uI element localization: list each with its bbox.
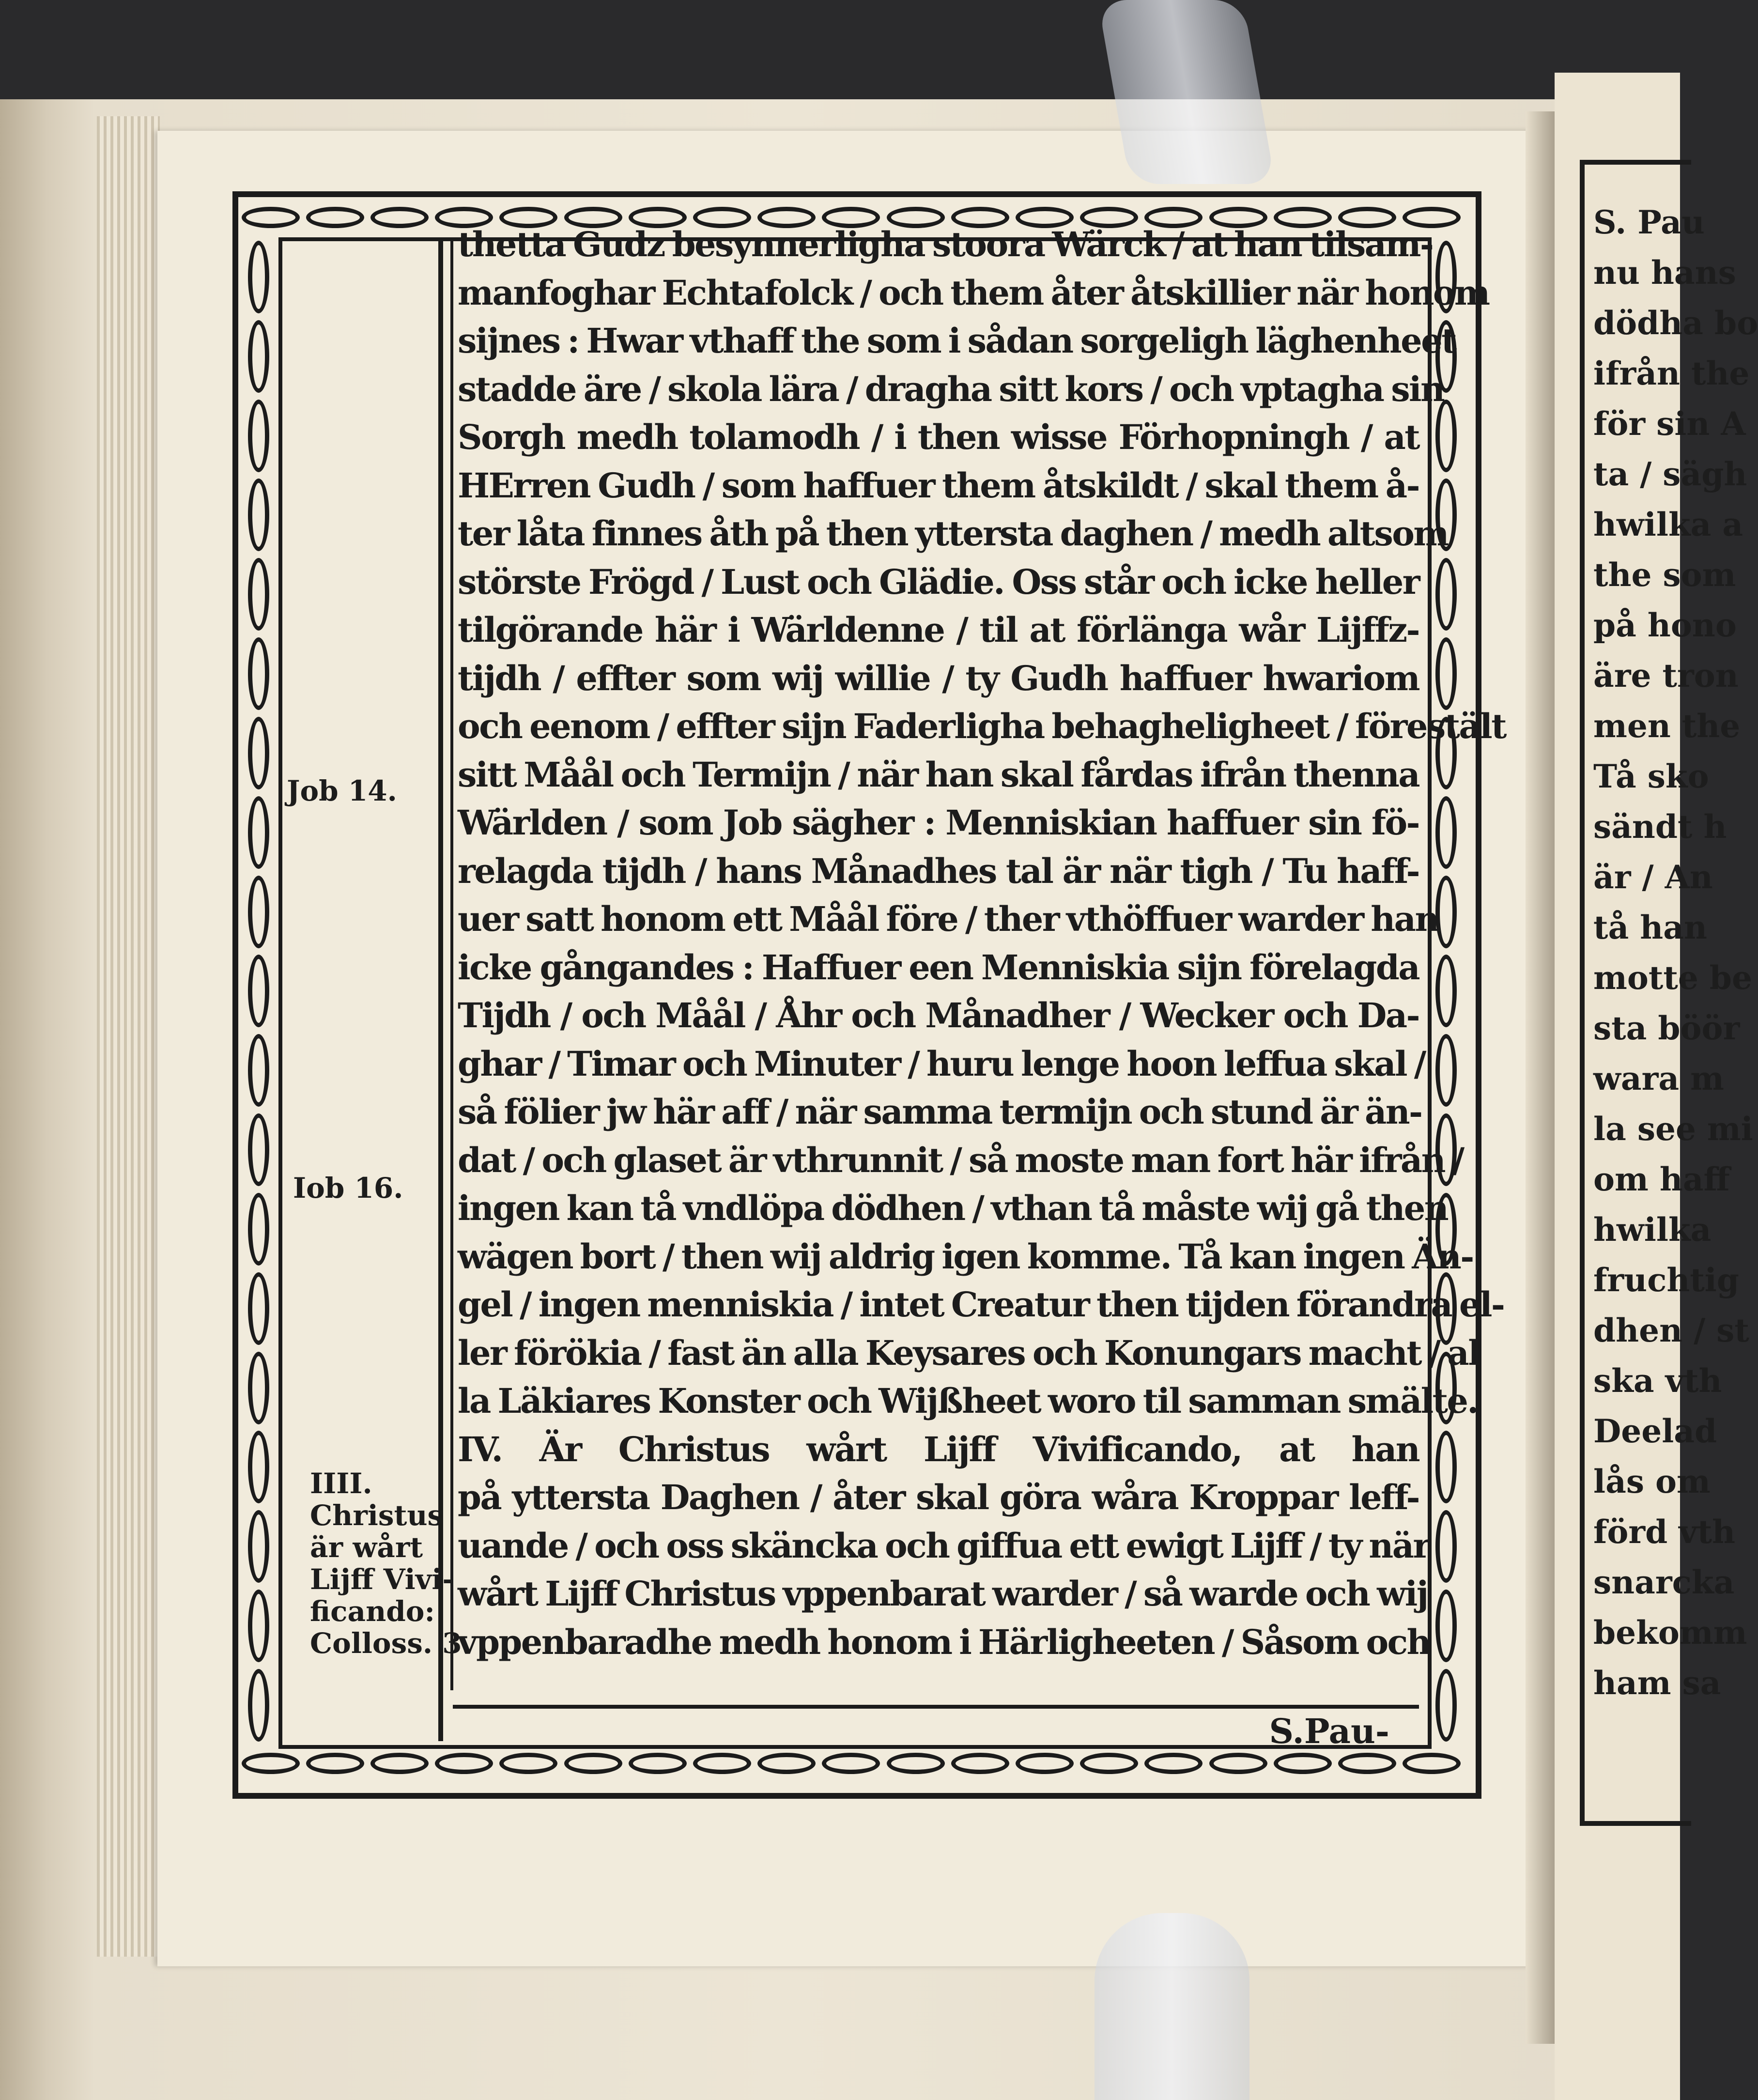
ornament-band-right (1428, 237, 1464, 1745)
ornament-loop (1435, 1669, 1457, 1742)
ornament-loop (1435, 1034, 1457, 1107)
ornament-loop (435, 1753, 493, 1774)
ornament-loop (1435, 876, 1457, 948)
text-line: ghar / Timar och Minuter / huru lenge hoon leffua skal / (458, 1043, 1425, 1084)
ornament-loop (306, 1753, 364, 1774)
text-line: ler förökia / fast än alla Keysares och Konungars macht / al (458, 1332, 1480, 1373)
right-page-line: Deelad (1593, 1412, 1717, 1450)
ornament-loop (564, 1753, 622, 1774)
ornament-loop (248, 1272, 269, 1345)
catchword: S.Pau- (1269, 1711, 1389, 1751)
ornament-loop (951, 1753, 1009, 1774)
right-page-line: om haff (1593, 1160, 1730, 1198)
ornament-loop (248, 796, 269, 869)
body-text (458, 220, 1506, 1666)
ornament-loop (248, 1590, 269, 1662)
ornament-loop (242, 1753, 300, 1774)
text-line: relagda tijdh / hans Månadhes tal är när tigh / Tu haff- (458, 850, 1419, 891)
right-page-line: sta böör (1593, 1009, 1740, 1047)
text-line: HErren Gudh / som haffuer them åtskildt / skal them å- (458, 465, 1419, 506)
ornament-loop (248, 717, 269, 789)
ornament-loop (1435, 955, 1457, 1027)
text-line: och eenom / effter sijn Faderligha behagheligheet / förestält (458, 706, 1506, 746)
right-page-line: dödha bo (1593, 304, 1758, 342)
ornament-loop (629, 1753, 687, 1774)
margin-note-section-4 (310, 1467, 472, 1659)
right-page-line: Tå sko (1593, 757, 1709, 795)
right-page-line: fruchtig (1593, 1261, 1740, 1299)
text-line: icke gångandes : Haffuer een Menniskia sijn förelagda (458, 947, 1419, 988)
ornament-loop (887, 1753, 945, 1774)
ornament-loop (370, 207, 429, 228)
right-page-line: ifrån the (1593, 355, 1750, 392)
right-page-line: motte be (1593, 959, 1752, 997)
ornament-loop (822, 1753, 880, 1774)
right-page-line: på hono (1593, 606, 1737, 644)
right-page-line: tå han (1593, 909, 1707, 946)
text-line: dat / och glaset är vthrunnit / så moste man fort här ifrån / (458, 1140, 1464, 1180)
ornament-loop (248, 1034, 269, 1107)
right-page-line: bekomm (1593, 1614, 1747, 1652)
margin-note-job14: Job 14. (287, 774, 397, 807)
ornament-loop (248, 558, 269, 631)
text-line: störste Frögd / Lust och Glädie. Oss står och icke heller (458, 561, 1419, 602)
right-page-line: men the (1593, 707, 1741, 745)
ornament-band-left (238, 237, 278, 1745)
right-page-line: nu hans (1593, 254, 1736, 292)
text-line: gel / ingen menniskia / intet Creatur then tijden förandra el- (458, 1284, 1504, 1325)
ornament-loop (248, 1431, 269, 1503)
right-page-line: äre tron (1593, 657, 1739, 695)
text-line: Wärlden / som Job sägher : Menniskian haffuer sin fö- (458, 803, 1419, 843)
margin-note-line: Colloss. 3. (310, 1627, 472, 1660)
page-stack-edges (97, 116, 160, 1957)
ornament-loop (248, 637, 269, 710)
book-clip-bottom (1095, 1913, 1249, 2100)
text-line: tilgörande här i Wärldenne / til at förlänga wår Lijffz- (458, 610, 1419, 650)
right-page-line: lås om (1593, 1463, 1711, 1500)
ornament-loop (693, 1753, 751, 1774)
text-line: sitt Måål och Termijn / när han skal fårdas ifrån thenna (458, 754, 1419, 795)
text-line: uande / och oss skäncka och giffua ett ewigt Lijff / ty när (458, 1525, 1430, 1566)
ornament-loop (370, 1753, 429, 1774)
ornament-loop (1016, 1753, 1074, 1774)
ornament-loop (248, 400, 269, 472)
ornament-loop (757, 1753, 816, 1774)
right-page-line: snarcka (1593, 1563, 1735, 1601)
text-line: thetta Gudz besynnerligha stoora Wärck / at han tilsam- (458, 224, 1433, 264)
text-line: Tijdh / och Måål / Åhr och Månadher / Wecker och Da- (458, 995, 1419, 1035)
ornament-loop (248, 1113, 269, 1186)
right-page-line: S. Pau (1593, 203, 1705, 241)
right-page-line: ham sa (1593, 1664, 1721, 1702)
ornament-loop (248, 1669, 269, 1742)
ornament-loop (1435, 1510, 1457, 1583)
text-line: ter låta finnes åth på then yttersta daghen / medh altsom (458, 513, 1448, 554)
margin-note-line: är wårt (310, 1531, 423, 1564)
margin-note-line: IIII. (310, 1467, 372, 1500)
text-line: vppenbaradhe medh honom i Härligheeten / Såsom och (458, 1621, 1430, 1662)
right-page-line: ska vth (1593, 1362, 1722, 1400)
ornament-loop (248, 479, 269, 551)
margin-note-job16: Iob 16. (293, 1172, 403, 1204)
text-line: ingen kan tå vndlöpa dödhen / vthan tå måste wij gå then (458, 1188, 1448, 1228)
ornament-loop (248, 1352, 269, 1424)
ornament-loop (1209, 1753, 1267, 1774)
right-page-line: la see mi (1593, 1110, 1753, 1148)
text-line: wårt Lijff Christus vppenbarat warder / så warde och wij (458, 1574, 1428, 1614)
text-line: stadde äre / skola lära / dragha sitt kors / och vptagha sin (458, 369, 1444, 409)
ornament-loop (1435, 1431, 1457, 1503)
text-line: uer satt honom ett Måål före / ther vthöffuer warder han (458, 899, 1438, 939)
right-page-line: dhen / st (1593, 1312, 1749, 1349)
right-page-line: ta / sägh (1593, 455, 1747, 493)
ornament-loop (1435, 637, 1457, 710)
ornament-loop (248, 1193, 269, 1266)
right-page-line: hwilka a (1593, 506, 1743, 543)
ornament-loop (248, 1510, 269, 1583)
ornament-loop (1435, 400, 1457, 472)
text-line: så fölier jw här aff / när samma termijn och stund är än- (458, 1092, 1422, 1132)
ornament-loop (242, 207, 300, 228)
text-line: tijdh / effter som wij willie / ty Gudh haffuer hwariom (458, 658, 1419, 698)
right-page-line: är / An (1593, 858, 1713, 896)
right-page-line: the som (1593, 556, 1736, 594)
margin-note-line: ficando: (310, 1595, 435, 1628)
text-line: sijnes : Hwar vthaff the som i sådan sorgeligh läghenheet (458, 321, 1456, 361)
ornament-loop (306, 207, 364, 228)
text-line: på yttersta Daghen / åter skal göra wåra Kroppar leff- (458, 1477, 1419, 1517)
ornament-loop (499, 1753, 557, 1774)
ornament-loop (248, 876, 269, 948)
right-page-line: wara m (1593, 1060, 1724, 1097)
ornament-loop (1435, 796, 1457, 869)
ornament-loop (1144, 1753, 1203, 1774)
text-line: manfoghar Echtafolck / och them åter åtskillier när honom (458, 272, 1489, 313)
ornament-loop (1403, 1753, 1461, 1774)
text-line: Sorgh medh tolamodh / i then wisse Förhopningh / at (458, 417, 1419, 457)
right-page-line: förd vth (1593, 1513, 1736, 1551)
ornament-loop (248, 955, 269, 1027)
right-page-line: sändt h (1593, 808, 1727, 846)
margin-note-line: Christus (310, 1499, 444, 1532)
right-page-line: för sin A (1593, 405, 1746, 443)
ornament-loop (1435, 1590, 1457, 1662)
text-line: IV. Är Christus wårt Lijff Vivificando, at han (458, 1429, 1419, 1469)
text-line: la Läkiares Konster och Wijßheet woro til samman smälte. (458, 1381, 1478, 1421)
text-line: wägen bort / then wij aldrig igen komme. Tå kan ingen Än- (458, 1236, 1473, 1277)
right-page-line: hwilka (1593, 1211, 1712, 1249)
margin-note-line: Lijff Vivi- (310, 1563, 454, 1596)
ornament-loop (1435, 558, 1457, 631)
ornament-loop (1080, 1753, 1138, 1774)
ornament-loop (248, 320, 269, 393)
ornament-loop (248, 241, 269, 313)
